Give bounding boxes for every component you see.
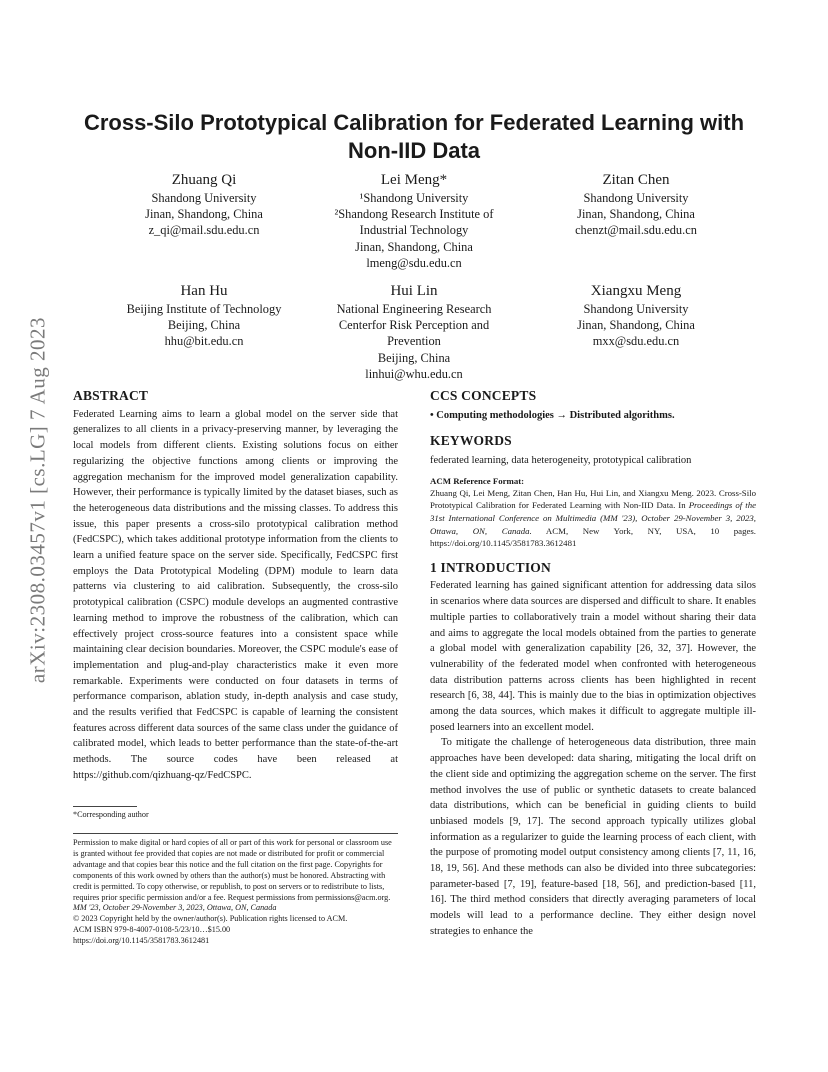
acm-ref-authors: Zhuang Qi, Lei Meng, Zitan Chen, Han Hu, Hui Lin, and Xiangxu Meng. 2023. Cross-Silo Prototypical Calibration for Federated Learning with Non-IID Data. In bbox=[430, 487, 756, 511]
arxiv-id-text: arXiv:2308.03457v1 [cs.LG] 7 Aug 2023 bbox=[25, 316, 50, 684]
title-line-2: Non-IID Data bbox=[348, 138, 480, 163]
author-affiliation: National Engineering Research bbox=[336, 302, 492, 316]
author-email: lmeng@sdu.edu.cn bbox=[366, 255, 462, 270]
ccs-heading: CCS CONCEPTS bbox=[430, 388, 537, 403]
permission-text: Permission to make digital or hard copies of all or part of this work for personal or classroom use is granted without fee provided that copies are not made or distributed for profit or commercial advantage and that copies bear this notice and the full citation on the first page. Copyrights for components of this work owned by others than the author(s) must be honored. Abstracting with credit is permitted. To copy otherwise, or republish, to post on servers or to redistribute to lists, requires prior specific permission and/or a fee. Request permissions from permissions@acm.org. bbox=[73, 838, 392, 902]
author-affiliation: ²Shandong Research Institute of bbox=[334, 207, 494, 222]
author-block bbox=[92, 281, 316, 350]
author-affiliation: Jinan, Shandong, China bbox=[577, 318, 695, 333]
author-affiliation: Beijing, China bbox=[377, 350, 451, 365]
intro-paragraph-2: To mitigate the challenge of heterogeneous data distribution, three main approaches have been developed: data sharing, mitigating the local drift on the client side and optimizing the aggregation scheme on the server. The first method involves the use of public or synthetic datasets to create balanced data distributions, which can be beneficial in guiding clients to build unbiased models [9, 17]. The second approach typically utilizes global information as a regularizer to guide the learning process of each client, with the purpose of promoting model output consistency among clients [7, 11, 16, 18, 19, 56]. And these methods can also be divided into three subcategories: parameter-based [7, 19], feature-based [18, 56], and prediction-based [11, 16]. The third method considers that directly averaging parameters of local models will lead to a performance decline. They either design novel strategies to enhance the bbox=[430, 737, 756, 937]
author-name: Hui Lin bbox=[390, 283, 438, 299]
doi-line: https://doi.org/10.1145/3581783.3612481 bbox=[73, 936, 210, 946]
author-name: Xiangxu Meng bbox=[590, 283, 682, 299]
copyright-line: © 2023 Copyright held by the owner/author(s). Publication rights licensed to ACM. bbox=[73, 914, 348, 924]
author-affiliation: Shandong University bbox=[151, 191, 257, 205]
intro-paragraph-1: Federated learning has gained significant attention for addressing data silos in scenarios where data sources are dispersed and difficult to share. It enables multiple parties to collaboratively train a model without sharing their data and aims to aggregate the local models obtained from the parties to generate a global model with generalization capability [26, 32, 37]. However, the vulnerability of the federated model when confronted with heterogeneous data distribution patterns across clients has been highlighted in recent research [6, 38, 44]. This is mainly due to the bias in optimization objectives among the data sources, which makes it difficult to aggregate multiple ill-posed learners into an excellent model. bbox=[430, 580, 756, 733]
author-block bbox=[314, 170, 514, 271]
abstract-text: Federated Learning aims to learn a global model on the server side that generalizes to all clients in a privacy-preserving manner, by leveraging the local models from different clients. Existing solutions focus on either regularizing the objective functions among clients or improving the aggregation mechanism for the improved model generalization capability. However, their performance is typically limited by the dataset biases, such as the heterogeneous data distributions and the missing classes. To address this issue, this paper presents a cross-silo prototypical calibration method (FedCSPC), which takes additional prototype information from the clients to learn a unified feature space on the server side. Specifically, FedCSPC first employs the Data Prototypical Modeling (DPM) module to learn data patterns via clustering to aid calibration. Subsequently, the cross-silo prototypical calibration (CSPC) module develops an augmented contrastive learning method to improve the robustness of the calibration, which can effectively project cross-source features into a consistent space while maintaining clear decision boundaries. Moreover, the CSPC module's ease of implementation and plug-and-play characteristics make it even more remarkable. Experiments were conducted on four datasets in terms of performance comparison, ablation study, in-depth analysis and case study, and the results verified that FedCSPC is capable of learning the consistent features across different data sources of the same class under the guidance of calibrated model, which leads to better performance than the state-of-the-art methods. The source codes have been released at https://github.com/qizhuang-qz/FedCSPC. bbox=[73, 408, 398, 781]
left-column bbox=[73, 388, 398, 784]
abstract-heading: ABSTRACT bbox=[73, 388, 149, 403]
author-block bbox=[536, 170, 736, 239]
isbn-line: ACM ISBN 979-8-4007-0108-5/23/10…$15.00 bbox=[73, 925, 231, 935]
author-block bbox=[314, 281, 514, 382]
author-affiliation: Shandong University bbox=[583, 302, 689, 316]
author-email: linhui@whu.edu.cn bbox=[365, 366, 463, 381]
author-affiliation: Centerfor Risk Perception and bbox=[338, 318, 490, 333]
author-affiliation: Jinan, Shandong, China bbox=[577, 207, 695, 222]
author-affiliation: Prevention bbox=[387, 334, 441, 349]
ccs-text: • Computing methodologies → Distributed algorithms. bbox=[430, 409, 675, 421]
acm-reference bbox=[430, 487, 756, 550]
permission-block bbox=[73, 838, 398, 947]
author-email: z_qi@mail.sdu.edu.cn bbox=[148, 223, 260, 238]
introduction-heading: 1 INTRODUCTION bbox=[430, 559, 551, 575]
arxiv-side-identifier bbox=[18, 290, 58, 710]
author-email: hhu@bit.edu.cn bbox=[164, 334, 244, 349]
author-affiliation: Jinan, Shandong, China bbox=[145, 207, 263, 222]
acm-ref-venue: Proceedings of the 31st International Conference on Multimedia (MM '23), October 29-November 3, 2023, Ottawa, ON, Canada. bbox=[430, 500, 756, 536]
keywords-text: federated learning, data heterogeneity, prototypical calibration bbox=[430, 455, 692, 467]
conference-line: MM '23, October 29-November 3, 2023, Ottawa, ON, Canada bbox=[73, 903, 277, 913]
author-affiliation: Beijing, China bbox=[167, 318, 241, 333]
title-line-1: Cross-Silo Prototypical Calibration for Federated Learning with bbox=[83, 110, 745, 135]
right-column bbox=[430, 388, 756, 940]
author-name: Han Hu bbox=[180, 283, 228, 299]
footnote-divider bbox=[73, 806, 137, 807]
corresponding-footnote: *Corresponding author bbox=[73, 810, 149, 819]
author-affiliation: Industrial Technology bbox=[359, 223, 469, 238]
author-email: mxx@sdu.edu.cn bbox=[592, 334, 680, 349]
author-name: Zhuang Qi bbox=[171, 172, 237, 188]
author-affiliation: ¹Shandong University bbox=[359, 191, 469, 205]
author-affiliation: Jinan, Shandong, China bbox=[355, 239, 473, 254]
acm-ref-heading: ACM Reference Format: bbox=[430, 475, 525, 486]
paper-title bbox=[74, 109, 754, 165]
author-block bbox=[536, 281, 736, 350]
author-block bbox=[104, 170, 304, 239]
author-name: Zitan Chen bbox=[602, 172, 670, 188]
permission-divider bbox=[73, 833, 398, 834]
keywords-heading: KEYWORDS bbox=[430, 433, 512, 449]
author-email: chenzt@mail.sdu.edu.cn bbox=[575, 223, 697, 238]
author-affiliation: Shandong University bbox=[583, 191, 689, 205]
author-name: Lei Meng* bbox=[380, 172, 448, 188]
author-affiliation: Beijing Institute of Technology bbox=[126, 302, 282, 316]
acm-ref-tail: ACM, New York, NY, USA, 10 pages. https://doi.org/10.1145/3581783.3612481 bbox=[430, 525, 757, 549]
